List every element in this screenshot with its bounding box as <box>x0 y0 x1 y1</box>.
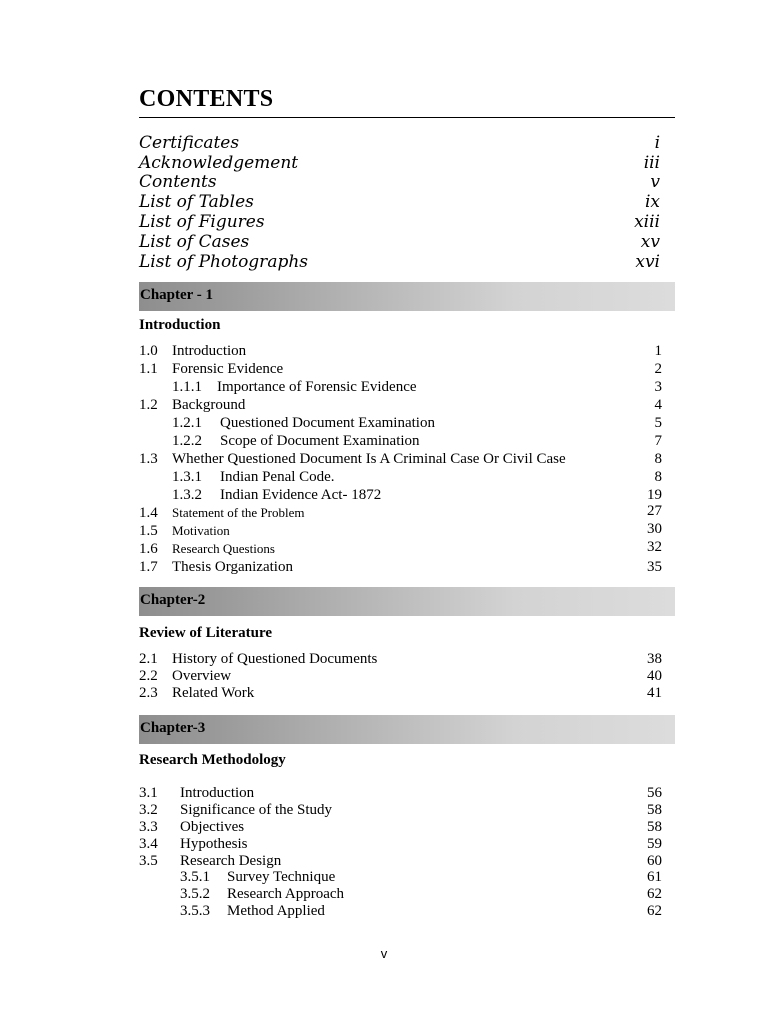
toc-entry-number: 3.5 <box>139 853 158 869</box>
toc-entry-number: 3.2 <box>139 802 158 818</box>
toc-entry-page: 1 <box>654 343 662 359</box>
toc-entry-number: 1.1.1 <box>172 379 202 395</box>
toc-entry-number: 1.2.1 <box>172 415 202 431</box>
toc-entry-number: 2.1 <box>139 651 158 667</box>
toc-entry-label: Introduction <box>172 343 247 359</box>
toc-entry-page: 62 <box>647 886 662 902</box>
toc-entry-number: 2.2 <box>139 668 158 684</box>
toc-entry-label: Research Questions <box>172 541 275 556</box>
toc-entry-label: Thesis Organization <box>172 559 293 575</box>
toc-entry-number: 1.3 <box>139 451 158 467</box>
toc-entry-label: Research Approach <box>227 886 345 902</box>
toc-entry-number: 1.7 <box>139 559 158 575</box>
toc-entry-label: Motivation <box>172 523 230 538</box>
toc-entry-label: Overview <box>172 668 232 684</box>
toc-entry-label: Forensic Evidence <box>172 361 284 377</box>
toc-entry-page: 35 <box>647 559 662 575</box>
toc-entry-label: Significance of the Study <box>180 802 333 818</box>
toc-entry-page: 5 <box>654 415 662 431</box>
toc-entry-label: Scope of Document Examination <box>220 433 420 449</box>
toc-entry-label: History of Questioned Documents <box>172 651 378 667</box>
toc-entry-page: 59 <box>647 836 662 852</box>
toc-entry-page: 58 <box>647 819 662 835</box>
toc-entry-page: 58 <box>647 802 662 818</box>
toc-entry-label: Research Design <box>180 853 282 869</box>
toc-entry-number: 1.0 <box>139 343 158 359</box>
front-matter-label: Certificates <box>139 133 240 153</box>
front-matter-label: List of Tables <box>139 192 254 212</box>
toc-entry-number: 1.2.2 <box>172 433 202 449</box>
front-matter-page: ix <box>644 192 660 212</box>
front-matter-page: xiii <box>634 212 660 232</box>
front-matter-page: xv <box>640 232 660 252</box>
chapter-heading: Research Methodology <box>139 752 286 768</box>
toc-entry-number: 1.3.2 <box>172 487 202 503</box>
front-matter-label: List of Cases <box>139 232 250 252</box>
front-matter-page: iii <box>643 153 660 173</box>
toc-entry-number: 3.5.3 <box>180 903 210 919</box>
front-matter-label: Contents <box>139 172 217 192</box>
toc-entry-page: 2 <box>654 361 662 377</box>
toc-entry-number: 3.1 <box>139 785 158 801</box>
toc-entry-number: 2.3 <box>139 685 158 701</box>
chapter-heading: Review of Literature <box>139 625 273 641</box>
toc-entry-label: Indian Evidence Act- 1872 <box>220 487 382 503</box>
chapter-heading: Introduction <box>139 317 221 333</box>
toc-entry-page: 19 <box>647 487 662 503</box>
toc-entry-label: Hypothesis <box>180 836 248 852</box>
toc-entry-page: 40 <box>647 668 662 684</box>
toc-entry-number: 3.3 <box>139 819 158 835</box>
toc-entry-label: Related Work <box>172 685 255 701</box>
chapter-band-label: Chapter-3 <box>140 720 206 736</box>
toc-entry-label: Statement of the Problem <box>172 505 305 520</box>
toc-entry-number: 1.4 <box>139 505 158 521</box>
toc-entry-label: Background <box>172 397 246 413</box>
page-number: v <box>380 946 388 961</box>
toc-entry-number: 1.6 <box>139 541 158 557</box>
toc-entry-label: Whether Questioned Document Is A Criminal Case Or Civil Case <box>172 451 566 467</box>
toc-entry-label: Questioned Document Examination <box>220 415 435 431</box>
chapter-band <box>139 715 675 744</box>
toc-entry-page: 8 <box>654 469 662 485</box>
chapter-band-label: Chapter-2 <box>140 592 206 608</box>
toc-entry-page: 32 <box>647 539 662 555</box>
toc-entry-number: 1.2 <box>139 397 158 413</box>
toc-entry-page: 3 <box>654 379 662 395</box>
toc-entry-number: 3.5.1 <box>180 869 210 885</box>
toc-entry-page: 4 <box>654 397 662 413</box>
chapter-band <box>139 587 675 616</box>
chapter-band-label: Chapter - 1 <box>140 287 214 303</box>
toc-entry-number: 1.5 <box>139 523 158 539</box>
front-matter-page: v <box>650 172 660 192</box>
toc-entry-label: Indian Penal Code. <box>220 469 335 485</box>
front-matter-label: Acknowledgement <box>139 153 299 173</box>
toc-entry-number: 1.1 <box>139 361 158 377</box>
toc-entry-page: 60 <box>647 853 662 869</box>
toc-entry-label: Objectives <box>180 819 245 835</box>
toc-entry-label: Method Applied <box>227 903 325 919</box>
title-divider <box>139 117 675 118</box>
toc-entry-label: Importance of Forensic Evidence <box>217 379 417 395</box>
toc-entry-label: Introduction <box>180 785 255 801</box>
page-title: CONTENTS <box>139 86 274 112</box>
toc-entry-page: 27 <box>647 503 662 519</box>
toc-entry-page: 8 <box>654 451 662 467</box>
front-matter-page: xvi <box>635 252 660 272</box>
toc-entry-page: 61 <box>647 869 662 885</box>
toc-entry-page: 38 <box>647 651 662 667</box>
toc-entry-page: 62 <box>647 903 662 919</box>
toc-entry-number: 1.3.1 <box>172 469 202 485</box>
toc-entry-label: Survey Technique <box>227 869 336 885</box>
toc-entry-page: 41 <box>647 685 662 701</box>
front-matter-page: i <box>654 133 660 153</box>
toc-entry-number: 3.5.2 <box>180 886 210 902</box>
toc-entry-page: 30 <box>647 521 662 537</box>
toc-entry-page: 7 <box>654 433 662 449</box>
toc-entry-number: 3.4 <box>139 836 158 852</box>
front-matter-label: List of Figures <box>139 212 265 232</box>
chapter-band <box>139 282 675 311</box>
toc-entry-page: 56 <box>647 785 662 801</box>
front-matter-label: List of Photographs <box>139 252 309 272</box>
